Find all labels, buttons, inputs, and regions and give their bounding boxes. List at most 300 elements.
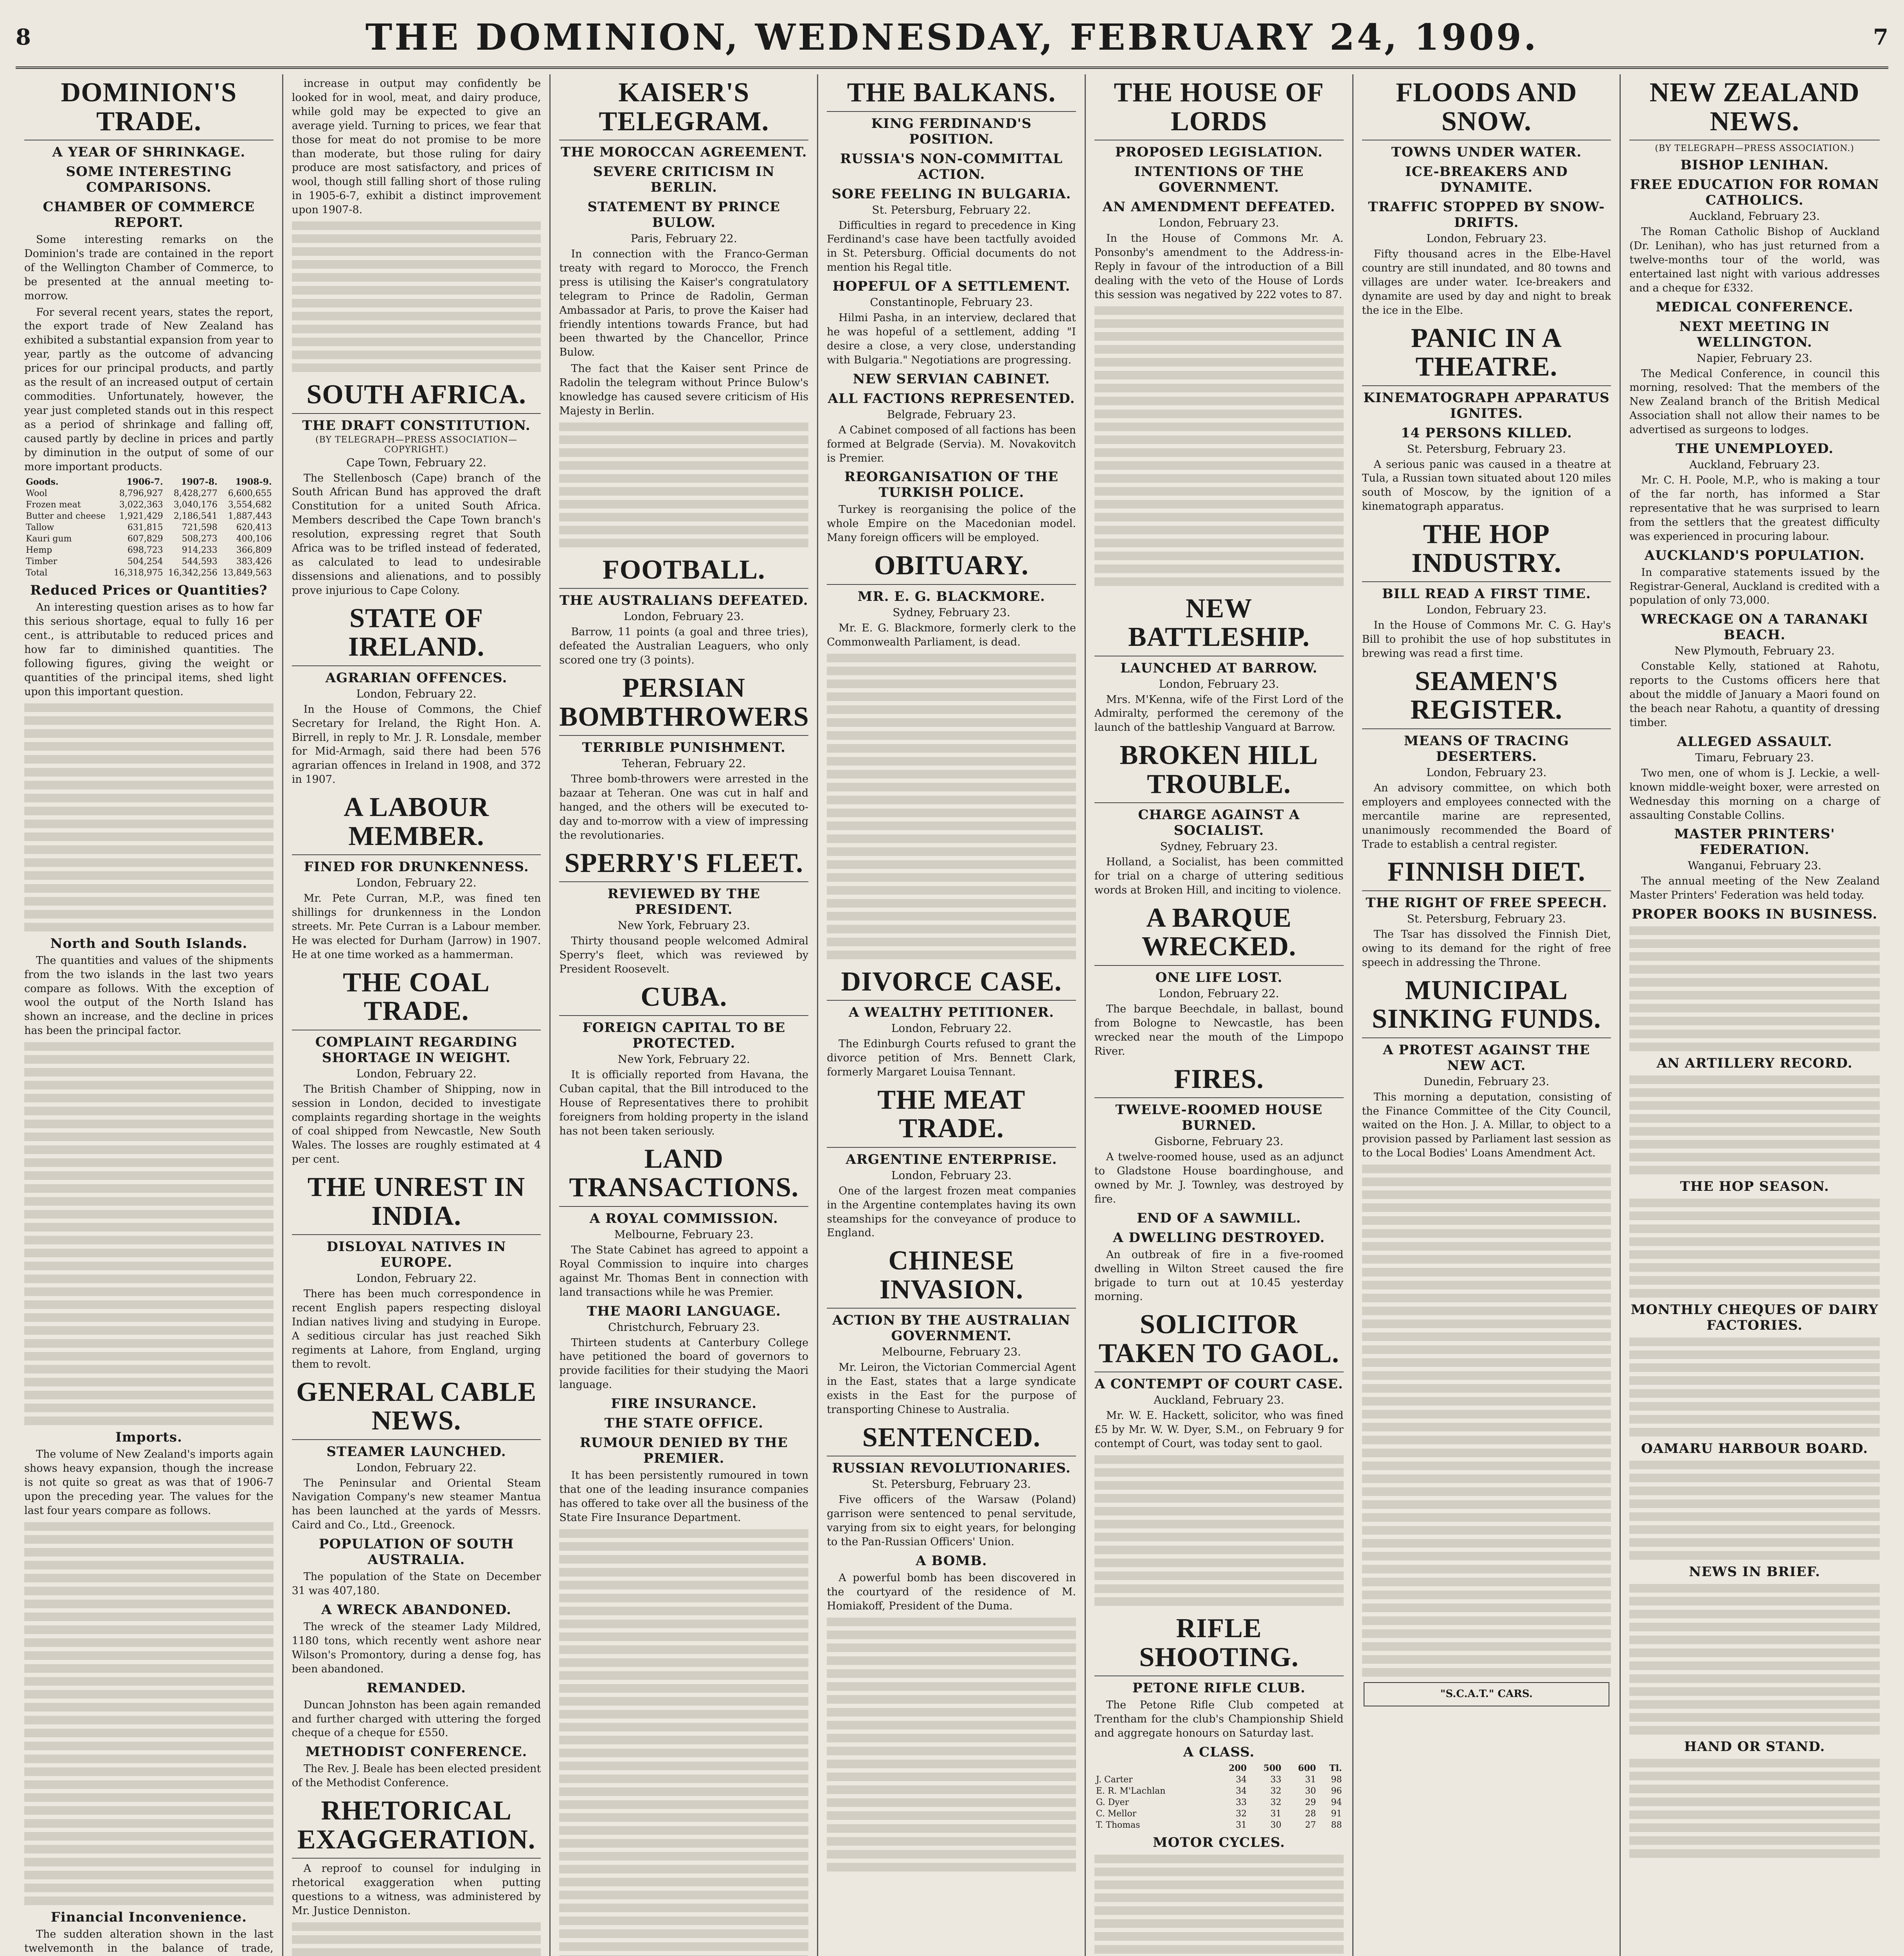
subhead: A PROTEST AGAINST THE NEW ACT. — [1383, 1042, 1590, 1073]
subhead: WRECKAGE ON A TARANAKI BEACH. — [1641, 611, 1868, 643]
page-title: THE DOMINION, WEDNESDAY, FEBRUARY 24, 1909. — [365, 16, 1539, 58]
headline: NEW BATTLESHIP. — [1094, 590, 1344, 656]
subhead: THE HOP SEASON. — [1680, 1179, 1829, 1195]
table-row — [1094, 1774, 1344, 1785]
column-2 — [283, 74, 551, 1956]
table-row — [1094, 1797, 1344, 1808]
page-number-right: 7 — [1873, 24, 1888, 50]
table-header-row — [24, 476, 274, 488]
article-text: One of the largest frozen meat companies in the Argentine contemplates having its own steamships for the conveyance of produce to England. — [827, 1185, 1076, 1239]
article-text: The Petone Rifle Club competed at Trentham for the club's Championship Shield and aggregate honours on Saturday last. — [1094, 1699, 1344, 1739]
column-5 — [1086, 74, 1353, 1956]
article-text: Hilmi Pasha, in an interview, declared that he was hopeful of a settlement, adding "I desire a close, a very close, understanding with Bulgaria." Negotiations are progressing. — [827, 312, 1076, 366]
headline: SOLICITOR TAKEN TO GAOL. — [1094, 1306, 1344, 1372]
table-header: 1908-9. — [235, 477, 272, 487]
table-header: 600 — [1298, 1763, 1316, 1773]
dateline: Auckland, February 23. — [1689, 210, 1820, 223]
column-7 — [1621, 74, 1888, 1956]
subhead: PETONE RIFLE CLUB. — [1132, 1680, 1306, 1696]
headline: CUBA. — [559, 979, 808, 1016]
subhead: MONTHLY CHEQUES OF DAIRY FACTORIES. — [1630, 1302, 1879, 1334]
subhead: TOWNS UNDER WATER. — [1391, 144, 1582, 160]
table-cell: 33 — [1236, 1797, 1247, 1807]
article-text: In the House of Commons Mr. A. Ponsonby's amendment to the Address-in-Reply in favour of the introduction of a Bill dealing with the veto of the House of Lords this session was negatived by 222 votes to 87. — [1094, 232, 1344, 301]
subhead: MASTER PRINTERS' FEDERATION. — [1674, 826, 1835, 858]
article-text: It has been persistently rumoured in town that one of the leading insurance companies has offered to take over all the business of the State Fire Insurance Department. — [559, 1469, 809, 1524]
dateline: St. Petersburg, February 23. — [1407, 442, 1566, 455]
subhead: TWELVE-ROOMED HOUSE BURNED. — [1115, 1102, 1323, 1134]
table-row — [24, 522, 274, 533]
article-text: Fifty thousand acres in the Elbe-Havel country are still inundated, and 80 towns and villages are under water. Ice-breakers and dynamite are used by day and night to break the ice in the Elbe. — [1362, 248, 1611, 316]
table-row — [1094, 1808, 1344, 1819]
subhead: TRAFFIC STOPPED BY SNOW-DRIFTS. — [1368, 199, 1605, 230]
dateline: London, February 23. — [1426, 603, 1547, 617]
headline: THE COAL TRADE. — [292, 964, 541, 1030]
headline: SENTENCED. — [827, 1419, 1076, 1457]
headline: SOUTH AFRICA. — [292, 376, 541, 414]
table-cell: G. Dyer — [1096, 1797, 1129, 1807]
text-block — [24, 1042, 274, 1425]
table-cell: 31 — [1305, 1774, 1316, 1785]
headline: GENERAL CABLE NEWS. — [292, 1374, 541, 1440]
article-text: The volume of New Zealand's imports again shows heavy expansion, though the increase is not quite so great as was that of 1906-7 upon the preceding year. The values for the last four years compare as follows. — [24, 1448, 274, 1517]
subhead: A WRECK ABANDONED. — [321, 1602, 511, 1618]
subhead: FOREIGN CAPITAL TO BE PROTECTED. — [582, 1020, 786, 1052]
article-text: Thirteen students at Canterbury College have petitioned the board of governors to provide facilities for their studying the Maori language. — [559, 1336, 809, 1391]
article-text: Turkey is reorganising the police of the whole Empire on the Macedonian model. Many foreign officers will be employed. — [827, 503, 1076, 544]
subhead: 14 PERSONS KILLED. — [1401, 425, 1572, 441]
subhead: NEWS IN BRIEF. — [1689, 1564, 1821, 1580]
table-cell: 32 — [1270, 1786, 1281, 1796]
table-cell: 31 — [1270, 1809, 1281, 1819]
headline: STATE OF IRELAND. — [292, 600, 541, 666]
table-cell: 31 — [1236, 1820, 1247, 1830]
subhead: AGRARIAN OFFENCES. — [325, 670, 507, 686]
table-cell: 631,815 — [127, 523, 163, 533]
article-text: Constable Kelly, stationed at Rahotu, reports to the Customs officers here that about the middle of January a Maori found on the beach near Rahotu, a quantity of dressing timber. — [1629, 660, 1880, 729]
subhead: A YEAR OF SHRINKAGE. — [52, 144, 246, 160]
headline: A LABOUR MEMBER. — [292, 789, 541, 855]
article-text: Mr. Pete Curran, M.P., was fined ten shillings for drunkenness in the London streets. Mr. Pete Curran is a Labour member. He was elected for Durham (Jarrow) in 1907. He at one time worked as a hammerman. — [292, 892, 541, 961]
article-text: The Roman Catholic Bishop of Auckland (Dr. Lenihan), who has just returned from a twelve-months tour of the world, was entertained last night with various addresses and a cheque for £332. — [1629, 226, 1880, 294]
subhead: SORE FEELING IN BULGARIA. — [831, 186, 1071, 202]
headline: DIVORCE CASE. — [827, 964, 1076, 1001]
dateline: London, February 22. — [356, 1067, 477, 1080]
dateline: Sydney, February 23. — [893, 606, 1010, 619]
article-text: The Peninsular and Oriental Steam Navigation Company's new steamer Mantua has been launched at the yards of Messrs. Caird and Co., Ltd., Greenock. — [292, 1477, 541, 1532]
subhead: A CLASS. — [1183, 1744, 1255, 1760]
dateline: Dunedin, February 23. — [1424, 1075, 1549, 1088]
column-3 — [551, 74, 818, 1956]
subhead: RUSSIAN REVOLUTIONARIES. — [832, 1460, 1071, 1476]
table-cell: 32 — [1270, 1797, 1281, 1807]
page-number-left: 8 — [16, 24, 31, 50]
table-cell: 504,254 — [127, 557, 163, 567]
subhead: ICE-BREAKERS AND DYNAMITE. — [1405, 164, 1568, 195]
subhead: A CONTEMPT OF COURT CASE. — [1094, 1376, 1343, 1392]
table-cell: J. Carter — [1096, 1774, 1133, 1785]
table-cell: 1,887,443 — [228, 511, 272, 521]
article-text: The barque Beechdale, in ballast, bound from Bologne to Newcastle, has been wrecked near the mouth of the Limpopo River. — [1094, 1003, 1344, 1057]
dateline: Belgrade, February 23. — [887, 408, 1016, 421]
article-text: The Edinburgh Courts refused to grant the divorce petition of Mrs. Bennett Clark, formerly Margaret Louisa Tennant. — [827, 1038, 1076, 1078]
article-text: The wreck of the steamer Lady Mildred, 1180 tons, which recently went ashore near Wilson's Promontory, during a dense fog, has been abandoned. — [292, 1621, 541, 1675]
subhead: NEXT MEETING IN WELLINGTON. — [1679, 318, 1830, 350]
article-text: A Cabinet composed of all factions has been formed at Belgrade (Servia). M. Novakovitch is Premier. — [827, 424, 1076, 464]
text-block — [827, 654, 1076, 959]
table-cell: 28 — [1305, 1809, 1316, 1819]
table-row — [24, 499, 274, 511]
article-text: Five officers of the Warsaw (Poland) garrison were sentenced to penal servitude, varying from six to eight years, for belonging to the Pan-Russian Officers' Union. — [827, 1494, 1076, 1548]
table-cell: Hemp — [26, 545, 52, 556]
table-header: Tl. — [1329, 1763, 1342, 1773]
article-text: An interesting question arises as to how far this serious shortage, equal to fully 16 per cent., is attributable to reduced prices and how far to diminished quantities. The following figures, giving the weight or quantities of the principal items, shed light upon this important question. — [24, 601, 274, 698]
subhead: AUCKLAND'S POPULATION. — [1644, 547, 1865, 563]
columns — [16, 74, 1888, 1956]
article-text: The fact that the Kaiser sent Prince de Radolin the telegram without Prince Bulow's knowledge has caused severe criticism of His Majesty in Berlin. — [559, 363, 809, 417]
article-text: A twelve-roomed house, used as an adjunct to Gladstone House boardinghouse, and owned by Mr. J. Townley, was destroyed by fire. — [1094, 1151, 1344, 1205]
table-row — [24, 511, 274, 522]
table-row — [1094, 1785, 1344, 1797]
subhead: STEAMER LAUNCHED. — [326, 1444, 506, 1460]
subhead: FIRE INSURANCE. — [611, 1396, 757, 1412]
subhead: THE RIGHT OF FREE SPEECH. — [1366, 895, 1607, 911]
article-text: The annual meeting of the New Zealand Master Printers' Federation was held today. — [1629, 875, 1880, 902]
subhead: THE DRAFT CONSTITUTION. — [302, 417, 531, 433]
table-cell: 34 — [1236, 1774, 1247, 1785]
headline: LAND TRANSACTIONS. — [559, 1141, 808, 1207]
article-text: In connection with the Franco-German treaty with regard to Morocco, the French press is utilising the Kaiser's congratulatory telegram to Prince de Radolin, German Ambassador at Paris, to prove the Kaiser had friendly intentions towards France, but had been thwarted by the Chancellor, Prince Bulow. — [559, 248, 809, 359]
subhead: METHODIST CONFERENCE. — [305, 1744, 527, 1760]
subhead: ALLEGED ASSAULT. — [1677, 734, 1832, 750]
table-cell: Frozen meat — [26, 500, 81, 510]
subhead: HOPEFUL OF A SETTLEMENT. — [832, 279, 1071, 295]
table-header-row — [1094, 1762, 1344, 1774]
dateline: Napier, February 23. — [1697, 351, 1813, 365]
subhead: POPULATION OF SOUTH AUSTRALIA. — [319, 1536, 514, 1568]
subhead: KINEMATOGRAPH APPARATUS IGNITES. — [1363, 390, 1610, 421]
table-cell: 508,273 — [182, 534, 218, 544]
headline: RHETORICAL EXAGGERATION. — [292, 1792, 541, 1859]
table-row — [24, 545, 274, 556]
subhead: LAUNCHED AT BARROW. — [1120, 660, 1318, 676]
dateline: London, February 23. — [891, 1169, 1012, 1182]
article-text: It is officially reported from Havana, the Cuban capital, that the Bill introduced to the House of Representatives there to prohibit foreigners from holding property in the island has not been taken seriously. — [559, 1069, 809, 1137]
article-text: In the House of Commons, the Chief Secretary for Ireland, the Right Hon. A. Birrell, in reply to Mr. J. R. Lonsdale, member for Mid-Armagh, said there had been 576 agrarian offences in Ireland in 1908, and 372 in 1907. — [292, 703, 541, 786]
rifle-scores-table — [1094, 1762, 1344, 1831]
dateline: London, February 22. — [1159, 987, 1279, 1000]
dateline: New Plymouth, February 23. — [1674, 644, 1835, 658]
dateline: Melbourne, February 23. — [882, 1345, 1021, 1359]
dateline: Cape Town, February 22. — [346, 456, 486, 469]
table-cell: 698,723 — [127, 545, 163, 556]
article-text: The population of the State on December 31 was 407,180. — [292, 1571, 541, 1597]
article-text: increase in output may confidently be looked for in wool, meat, and dairy produce, while gold may be expected to give an average yield. Turning to prices, we fear that those for meat do not promise to be more than moderate, but those ruling for dairy produce are most satisfactory, and prices of wool, though still falling short of those ruling in 1905-6-7, exhibit a distinct improvement upon 1907-8. — [292, 77, 541, 216]
subhead: PROPER BOOKS IN BUSINESS. — [1632, 906, 1878, 922]
dateline: Melbourne, February 23. — [614, 1228, 754, 1241]
subhead: RUSSIA'S NON-COMMITTAL ACTION. — [840, 151, 1063, 182]
table-cell: 8,428,277 — [173, 489, 218, 499]
text-block — [292, 221, 541, 372]
headline: THE HOUSE OF LORDS — [1094, 74, 1344, 140]
dateline: St. Petersburg, February 23. — [1407, 912, 1566, 925]
subhead: RUMOUR DENIED BY THE PREMIER. — [579, 1435, 788, 1467]
article-text: A serious panic was caused in a theatre at Tula, a Russian town situated about 120 miles south of Moscow, by the ignition of a kinematograph apparatus. — [1362, 458, 1611, 513]
subhead: Imports. — [115, 1429, 182, 1445]
subhead: PROPOSED LEGISLATION. — [1115, 144, 1323, 160]
dateline: New York, February 23. — [617, 919, 750, 932]
table-cell: Tallow — [26, 523, 54, 533]
headline: FOOTBALL. — [559, 552, 808, 589]
subhead: MR. E. G. BLACKMORE. — [857, 588, 1046, 604]
subhead: FREE EDUCATION FOR ROMAN CATHOLICS. — [1630, 177, 1879, 208]
table-cell: C. Mellor — [1096, 1809, 1137, 1819]
subhead: Financial Inconvenience. — [50, 1909, 247, 1925]
table-cell: 91 — [1331, 1809, 1342, 1819]
article-text: Difficulties in regard to precedence in King Ferdinand's case have been tactfully avoided in St. Petersburg. Official documents do not mention his Regal title. — [827, 219, 1076, 274]
table-cell: 27 — [1305, 1820, 1316, 1830]
headline: PANIC IN A THEATRE. — [1362, 320, 1611, 386]
table-cell: 3,040,176 — [173, 500, 218, 510]
subhead: THE STATE OFFICE. — [604, 1415, 763, 1431]
dateline: London, February 23. — [1159, 216, 1279, 229]
text-block — [1629, 1199, 1880, 1298]
table-cell: T. Thomas — [1096, 1820, 1140, 1830]
table-cell: Total — [26, 568, 48, 578]
table-cell: 34 — [1236, 1786, 1247, 1796]
article-text: Mr. C. H. Poole, M.P., who is making a tour of the far north, has informed a Star representative that he was surprised to learn from the settlers that the greatest difficulty was experienced in procuring labour. — [1629, 474, 1880, 543]
article-text: The quantities and values of the shipments from the two islands in the last two years compare as follows. With the exception of wool the output of the North Island has shown an increase, and the decline in prices has been the principal factor. — [24, 954, 274, 1037]
dateline: London, February 22. — [356, 687, 477, 700]
table-cell: 721,598 — [182, 523, 218, 533]
subhead: BILL READ A FIRST TIME. — [1382, 586, 1591, 602]
article-text: The Stellenbosch (Cape) branch of the South African Bund has approved the draft Constitution for a united South Africa. Members described the Cape Town branch's resolution, expressing regret that South Africa was to be trifled instead of federated, as calculated to lead to undesirable dissensions and alienations, and to possibly prove injurious to Cape Colony. — [292, 472, 541, 597]
subhead: MOTOR CYCLES. — [1153, 1834, 1285, 1850]
text-block — [1362, 1165, 1611, 1677]
table-cell: 16,342,256 — [168, 568, 218, 578]
advertisement — [1364, 1682, 1610, 1706]
dateline: Teheran, February 22. — [622, 757, 746, 770]
table-cell: 620,413 — [236, 523, 272, 533]
table-header: Goods. — [26, 477, 59, 487]
headline: NEW ZEALAND NEWS. — [1629, 74, 1880, 140]
subhead: THE MAORI LANGUAGE. — [587, 1303, 781, 1319]
headline: DOMINION'S TRADE. — [24, 74, 274, 140]
table-cell: 88 — [1331, 1820, 1342, 1830]
dateline: London, February 22. — [356, 1272, 477, 1285]
dateline: London, February 23. — [1426, 766, 1547, 779]
table-header: 200 — [1229, 1763, 1247, 1773]
dateline: Paris, February 22. — [630, 232, 737, 245]
dateline: Timaru, February 23. — [1695, 751, 1814, 764]
subhead: NEW SERVIAN CABINET. — [853, 371, 1050, 387]
text-block — [559, 422, 808, 547]
headline: CHINESE INVASION. — [827, 1242, 1076, 1309]
table-cell: 96 — [1331, 1786, 1342, 1796]
headline: FLOODS AND SNOW. — [1362, 74, 1611, 140]
dateline: London, February 22. — [891, 1022, 1012, 1035]
table-row — [24, 533, 274, 545]
headline: FIRES. — [1094, 1061, 1344, 1098]
subhead: ACTION BY THE AUSTRALIAN GOVERNMENT. — [832, 1312, 1071, 1344]
subhead: CHAMBER OF COMMERCE REPORT. — [43, 199, 255, 230]
table-cell: 366,809 — [236, 545, 272, 556]
table-cell: E. R. M'Lachlan — [1096, 1786, 1166, 1796]
article-text: Mrs. M'Kenna, wife of the First Lord of the Admiralty, performed the ceremony of the launch of the battleship Vanguard at Barrow. — [1094, 693, 1344, 734]
article-text: The British Chamber of Shipping, now in session in London, decided to investigate complaints regarding shortage in the weights of coal shipped from Newcastle, New South Wales. The losses are roughly estimated at 4 per cent. — [292, 1083, 541, 1166]
subhead: END OF A SAWMILL. — [1137, 1210, 1301, 1226]
subhead: INTENTIONS OF THE GOVERNMENT. — [1134, 164, 1304, 195]
text-block — [1094, 1855, 1344, 1956]
headline: THE HOP INDUSTRY. — [1362, 516, 1611, 582]
subhead: THE MOROCCAN AGREEMENT. — [560, 144, 807, 160]
subhead: A DWELLING DESTROYED. — [1113, 1230, 1325, 1246]
subhead: BISHOP LENIHAN. — [1680, 157, 1829, 173]
headline: BROKEN HILL TROUBLE. — [1094, 737, 1344, 803]
trade-table — [24, 476, 274, 579]
subhead: OAMARU HARBOUR BOARD. — [1641, 1441, 1868, 1457]
table-cell: 400,106 — [236, 534, 272, 544]
table-header: 1906-7. — [126, 477, 163, 487]
text-block — [559, 1529, 808, 1956]
table-header: 500 — [1263, 1763, 1281, 1773]
subhead: KING FERDINAND'S POSITION. — [871, 115, 1032, 147]
headline: PERSIAN BOMBTHROWERS — [559, 670, 808, 736]
subhead: MEANS OF TRACING DESERTERS. — [1404, 733, 1569, 764]
dateline: Christchurch, February 23. — [608, 1320, 760, 1334]
dateline: London, February 22. — [356, 1461, 477, 1474]
credit-line: (BY TELEGRAPH—PRESS ASSOCIATION.) — [1655, 144, 1854, 153]
article-text: In comparative statements issued by the Registrar-General, Auckland is credited with a population of only 73,000. — [1629, 566, 1880, 607]
article-text: Three bomb-throwers were arrested in the bazaar at Teheran. One was cut in half and hanged, and the others will be executed to-day and to-morrow with a view of impressing the revolutionaries. — [559, 773, 809, 841]
subhead: HAND OR STAND. — [1684, 1739, 1825, 1755]
table-cell: 544,593 — [182, 557, 218, 567]
subhead: THE AUSTRALIANS DEFEATED. — [559, 593, 808, 609]
headline: THE BALKANS. — [827, 74, 1076, 112]
article-text: This morning a deputation, consisting of the Finance Committee of the City Council, waited on the Hon. J. A. Millar, to object to a provision passed by Parliament last session as to the Local Bodies' Loans Amendment Act. — [1362, 1091, 1611, 1160]
article-text: Two men, one of whom is J. Leckie, a well-known middle-weight boxer, were arrested on Wednesday this morning on a charge of assaulting Constable Collins. — [1629, 767, 1880, 822]
dateline: Gisborne, February 23. — [1154, 1135, 1283, 1148]
subhead: REVIEWED BY THE PRESIDENT. — [607, 886, 760, 918]
subhead: ARGENTINE ENTERPRISE. — [846, 1151, 1057, 1167]
subhead: THE UNEMPLOYED. — [1675, 441, 1834, 457]
text-block — [1629, 1759, 1880, 1858]
headline: THE UNREST IN INDIA. — [292, 1169, 541, 1235]
text-block — [1629, 1075, 1880, 1174]
headline: SEAMEN'S REGISTER. — [1362, 663, 1611, 729]
article-text: For several recent years, states the report, the export trade of New Zealand has exhibited a substantial expansion from year to year, partly as the outcome of advancing prices for our principal products, and partly as the result of an increased output of certain commodities. Unfortunately, however, the year just completed stands out in this respect as a period of shrinkage and falling off, caused partly by decline in prices and partly by diminution in the output of some of our more important products. — [24, 306, 274, 473]
article-text: The Medical Conference, in council this morning, resolved: That the members of the New Zealand branch of the British Medical Association shall not allow their names to be advertised as surgeons to lodges. — [1629, 367, 1880, 436]
table-cell: 914,233 — [182, 545, 218, 556]
subhead: SOME INTERESTING COMPARISONS. — [66, 164, 232, 195]
table-cell: 1,921,429 — [119, 511, 163, 521]
table-row — [24, 488, 274, 499]
table-cell: Wool — [26, 489, 47, 499]
dateline: Auckland, February 23. — [1154, 1393, 1284, 1407]
column-1 — [16, 74, 283, 1956]
article-text: A reproof to counsel for indulging in rhetorical exaggeration when putting questions to a witness, was administered by Mr. Justice Denniston. — [292, 1863, 541, 1917]
text-block — [1629, 1584, 1880, 1735]
headline: A BARQUE WRECKED. — [1094, 900, 1344, 966]
dateline: Wanganui, February 23. — [1688, 859, 1821, 872]
dateline: London, February 23. — [624, 610, 744, 623]
table-cell: 2,186,541 — [173, 511, 218, 521]
dateline: London, February 22. — [356, 876, 477, 890]
headline: OBITUARY. — [827, 547, 1076, 585]
subhead: COMPLAINT REGARDING SHORTAGE IN WEIGHT. — [315, 1034, 518, 1066]
article-text: The Tsar has dissolved the Finnish Diet, owing to its demand for the right of free speech in addressing the Throne. — [1362, 928, 1611, 969]
table-cell: 33 — [1270, 1774, 1281, 1785]
article-text: Barrow, 11 points (a goal and three tries), defeated the Australian Leaguers, who only scored one try (3 points). — [559, 626, 809, 667]
text-block — [1094, 1455, 1344, 1606]
table-cell: 16,318,975 — [113, 568, 163, 578]
table-cell: 6,600,655 — [228, 489, 272, 499]
article-text: Some interesting remarks on the Dominion's trade are contained in the report of the Wellington Chamber of Commerce, to be presented at the annual meeting to-morrow. — [24, 234, 274, 302]
article-text: Mr. E. G. Blackmore, formerly clerk to the Commonwealth Parliament, is dead. — [827, 622, 1076, 648]
text-block — [1629, 1338, 1880, 1436]
ad-title: "S.C.A.T." CARS. — [1440, 1688, 1533, 1700]
table-cell: 8,796,927 — [119, 489, 163, 499]
text-block — [1094, 306, 1344, 586]
dateline: St. Petersburg, February 22. — [872, 203, 1031, 216]
credit-line: (BY TELEGRAPH—PRESS ASSOCIATION—COPYRIGHT.) — [315, 435, 518, 455]
subhead: REMANDED. — [367, 1680, 466, 1696]
dateline: Constantinople, February 23. — [870, 296, 1033, 309]
subhead: A WEALTHY PETITIONER. — [849, 1005, 1054, 1020]
article-text: A powerful bomb has been discovered in the courtyard of the residence of M. Homiakoff, President of the Duma. — [827, 1572, 1076, 1612]
subhead: A BOMB. — [916, 1553, 987, 1569]
table-cell: 3,554,682 — [228, 500, 272, 510]
subhead: TERRIBLE PUNISHMENT. — [582, 740, 786, 756]
subhead: DISLOYAL NATIVES IN EUROPE. — [326, 1239, 506, 1271]
subhead: AN AMENDMENT DEFEATED. — [1102, 199, 1335, 215]
table-cell: 30 — [1305, 1786, 1316, 1796]
article-text: In the House of Commons Mr. C. G. Hay's Bill to prohibit the use of hop substitutes in brewing was read a first time. — [1362, 619, 1611, 660]
headline: FINNISH DIET. — [1362, 854, 1611, 891]
subhead: MEDICAL CONFERENCE. — [1656, 299, 1854, 315]
table-cell: Kauri gum — [26, 534, 72, 544]
article-text: Mr. Leiron, the Victorian Commercial Agent in the East, states that a large syndicate exists in the East for the purpose of transporting Chinese to Australia. — [827, 1361, 1076, 1416]
table-cell: 13,849,563 — [222, 568, 272, 578]
table-cell: 607,829 — [127, 534, 163, 544]
masthead — [16, 8, 1888, 69]
headline: RIFLE SHOOTING. — [1094, 1610, 1344, 1676]
text-block — [24, 703, 274, 931]
table-header: 1907-8. — [181, 477, 218, 487]
article-text: There has been much correspondence in recent English papers respecting disloyal Indian natives living and studying in Europe. A seditious circular has just reached Sikh regiments at Lahore, from England, urging them to revolt. — [292, 1288, 541, 1370]
table-row — [1094, 1819, 1344, 1831]
subhead: SEVERE CRITICISM IN BERLIN. — [593, 164, 775, 195]
table-cell: 98 — [1331, 1774, 1342, 1785]
headline: KAISER'S TELEGRAM. — [559, 74, 808, 140]
text-block — [1629, 926, 1880, 1051]
article-text: An advisory committee, on which both employers and employees connected with the mercantile marine are represented, unanimously recommended the Board of Trade to establish a central register. — [1362, 782, 1611, 850]
headline: MUNICIPAL SINKING FUNDS. — [1362, 972, 1611, 1038]
article-text: An outbreak of fire in a five-roomed dwelling in Wilton Street caused the fire brigade to turn out at 10.45 yesterday morning. — [1094, 1248, 1344, 1303]
table-cell: 383,426 — [236, 557, 272, 567]
dateline: London, February 23. — [1426, 232, 1547, 245]
text-block — [827, 1618, 1076, 1872]
subhead: A ROYAL COMMISSION. — [589, 1210, 778, 1226]
subhead: REORGANISATION OF THE TURKISH POLICE. — [844, 469, 1059, 501]
table-cell: 32 — [1236, 1809, 1247, 1819]
headline: SPERRY'S FLEET. — [559, 845, 808, 883]
text-block — [24, 1522, 274, 1905]
subhead: Reduced Prices or Quantities? — [30, 582, 268, 599]
dateline: London, February 23. — [1159, 677, 1279, 690]
table-cell: Butter and cheese — [26, 511, 106, 521]
table-cell: 30 — [1270, 1820, 1281, 1830]
